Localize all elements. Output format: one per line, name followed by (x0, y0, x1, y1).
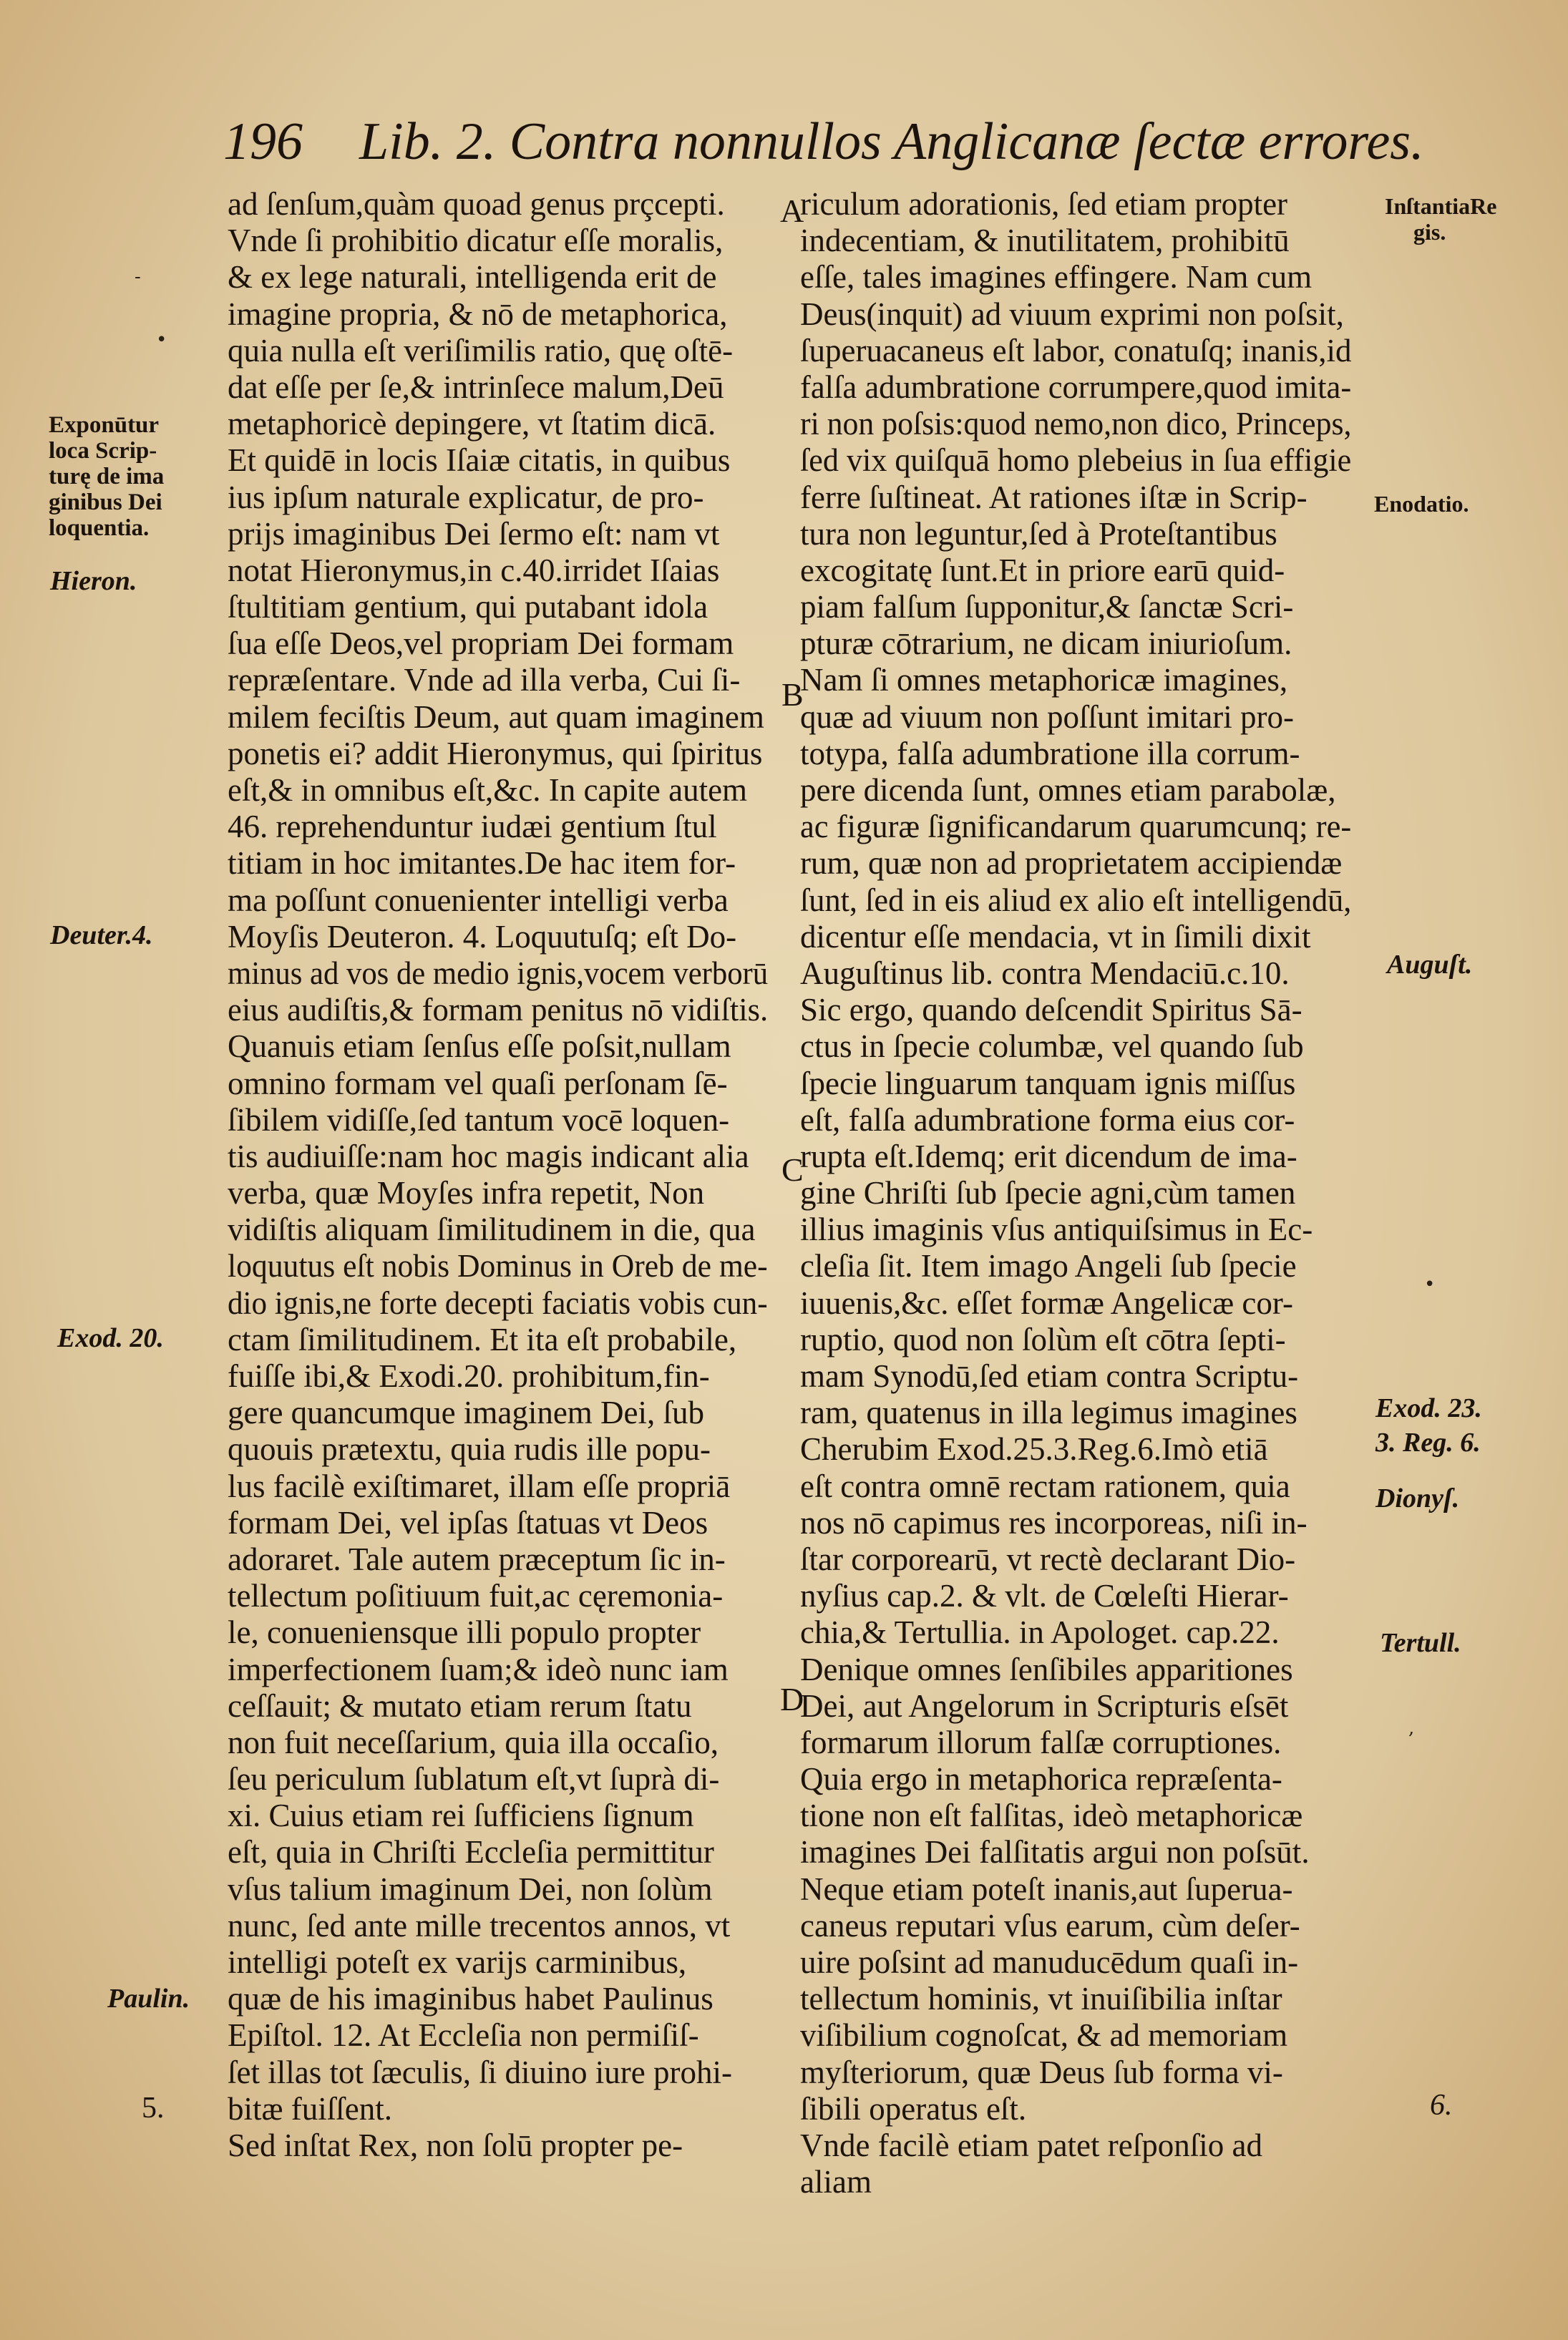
text-line: eſt, falſa adumbratione forma eius cor- (800, 1101, 1295, 1138)
text-line: ſunt, ſed in eis aliud ex alio eſt intelligendū, (800, 882, 1352, 918)
paragraph-number-5: 5. (142, 2092, 165, 2125)
margin-note-deuter: Deuter.4. (50, 920, 153, 950)
text-line: gere quancumque imaginem Dei, ſub (228, 1395, 705, 1431)
text-line: Cherubim Exod.25.3.Reg.6.Imò etiā (800, 1431, 1268, 1468)
page-number: 196 (223, 112, 303, 171)
text-line: vſus talium imaginum Dei, non ſolùm (228, 1871, 713, 1907)
text-line: aliam (800, 2164, 872, 2200)
text-line: ctus in ſpecie columbæ, vel quando ſub (800, 1028, 1304, 1065)
text-line: xi. Cuius etiam rei ſufficiens ſignum (228, 1798, 694, 1834)
margin-note-exponuntur: Exponūtur loca Scrip- turę de ima ginibus Dei loquentia. (49, 412, 165, 541)
text-line: tura non leguntur,ſed à Proteſtantibus (800, 515, 1277, 552)
text-line: tione non eſt falſitas, ideò metaphoricæ (800, 1798, 1303, 1834)
text-line: ſuperuacaneus eſt labor, conatuſq; inanis,id (800, 332, 1352, 369)
text-line: nyſius cap.2. & vlt. de Cœleſti Hierar- (800, 1578, 1289, 1614)
text-line: dicentur eſſe mendacia, vt in ſimili dixit (800, 918, 1311, 955)
text-line: dat eſſe per ſe,& intrinſece malum,Deū (228, 369, 724, 405)
text-line: ceſſauit; & mutato etiam rerum ſtatu (228, 1687, 692, 1724)
text-line: pturæ cōtrarium, ne dicam iniurioſum. (800, 625, 1292, 662)
text-line: Vnde facilè etiam patet reſponſio ad (800, 2127, 1262, 2163)
text-line: adoraret. Tale autem præceptum ſic in- (228, 1541, 726, 1577)
text-line: quæ de his imaginibus habet Paulinus (228, 1981, 714, 2017)
text-line: 46. reprehenduntur iudæi gentium ſtul (228, 809, 717, 845)
text-line: quæ ad viuum non poſſunt imitari pro- (800, 698, 1294, 735)
text-line: Epiſtol. 12. At Eccleſia non permiſiſ- (228, 2017, 699, 2054)
text-line: uire poſsint ad manuducēdum quaſi in- (800, 1944, 1299, 1980)
text-line: verba, quæ Moyſes infra repetit, Non (228, 1175, 705, 1212)
text-line: ac figuræ ſignificandarum quarumcunq; re- (800, 809, 1352, 845)
margin-note-hieron: Hieron. (50, 566, 137, 596)
text-line: ſtultitiam gentium, qui putabant idola (228, 589, 708, 625)
text-line: notat Hieronymus,in c.40.irridet Iſaias (228, 552, 720, 588)
ink-speck: , (1408, 1717, 1415, 1739)
text-line: rum, quæ non ad proprietatem accipiendæ (800, 845, 1343, 882)
margin-note-instantia: InſtantiaRe gis. (1385, 193, 1497, 245)
running-header (223, 106, 1424, 177)
text-line: formam Dei, vel ipſas ſtatuas vt Deos (228, 1504, 708, 1541)
text-line: Quanuis etiam ſenſus eſſe poſsit,nullam (228, 1028, 731, 1065)
text-line: prijs imaginibus Dei ſermo eſt: nam vt (228, 515, 720, 552)
text-line: ri non poſsis:quod nemo,non dico, Princeps, (800, 406, 1352, 442)
text-line: ctam ſimilitudinem. Et ita eſt probabile, (228, 1321, 737, 1357)
text-line: formarum illorum falſæ corruptiones. (800, 1724, 1282, 1760)
text-line: Et quidē in locis Iſaiæ citatis, in quibus (228, 442, 731, 479)
section-letter-a: A (780, 192, 804, 229)
text-line: Moyſis Deuteron. 4. Loquutuſq; eſt Do- (228, 918, 737, 955)
text-line: ſtar corporearū, vt rectè declarant Dio- (800, 1541, 1296, 1577)
text-line: Dei, aut Angelorum in Scripturis eſsēt (800, 1687, 1289, 1724)
text-line: bitæ fuiſſent. (228, 2090, 392, 2127)
text-line: ad ſenſum,quàm quoad genus prçcepti. (228, 186, 725, 222)
text-line: eſt contra omnē rectam rationem, quia (800, 1468, 1290, 1504)
text-line: Quia ergo in metaphorica repræſenta- (800, 1761, 1282, 1798)
text-line: tellectum hominis, vt inuiſibilia inſtar (800, 1981, 1282, 2017)
text-line: loquutus eſt nobis Dominus in Oreb de me- (228, 1248, 768, 1284)
margin-note-paulin: Paulin. (107, 1984, 190, 2014)
text-line: riculum adorationis, ſed etiam propter (800, 186, 1288, 222)
section-letter-c: C (781, 1151, 804, 1188)
text-line: ferre ſuſtineat. At rationes iſtæ in Scrip- (800, 479, 1308, 515)
ink-speck: • (156, 329, 167, 351)
text-line: lus facilè exiſtimaret, illam eſſe propriā (228, 1468, 731, 1504)
text-line: nunc, ſed ante mille trecentos annos, vt (228, 1907, 731, 1944)
text-line: ſpecie linguarum tanquam ignis miſſus (800, 1065, 1296, 1101)
text-line: tellectum poſitiuum fuit,ac cęremonia- (228, 1578, 724, 1614)
text-line: vidiſtis aliquam ſimilitudinem in die, qua (228, 1212, 756, 1248)
text-line: quouis prætextu, quia rudis ille popu- (228, 1431, 711, 1468)
text-line: imperfectionem ſuam;& ideò nunc iam (228, 1651, 729, 1687)
text-line: iuuenis,&c. eſſet formæ Angelicæ cor- (800, 1284, 1293, 1321)
text-line: eſt,& in omnibus eſt,&c. In capite autem (228, 772, 748, 808)
text-line: le, conueniensque illi populo propter (228, 1614, 701, 1651)
margin-note-enodatio: Enodatio. (1374, 491, 1469, 517)
text-line: Vnde ſi prohibitio dicatur eſſe moralis, (228, 223, 724, 259)
text-line: ponetis ei? addit Hieronymus, qui ſpiritus (228, 735, 763, 771)
text-line: mam Synodū,ſed etiam contra Scriptu- (800, 1358, 1299, 1394)
margin-note-dionys: Dionyſ. (1375, 1483, 1460, 1513)
text-line: excogitatę ſunt.Et in priore earū quid- (800, 552, 1285, 588)
text-line: imagines Dei falſitatis argui non poſsūt. (800, 1834, 1310, 1871)
text-line: Neque etiam poteſt inanis,aut ſuperua- (800, 1871, 1293, 1907)
text-line: pere dicenda ſunt, omnes etiam parabolæ, (800, 772, 1336, 808)
text-line: intelligi poteſt ex varijs carminibus, (228, 1944, 687, 1980)
margin-note-tertull: Tertull. (1380, 1628, 1461, 1658)
text-line: caneus reputari vſus earum, cùm deſer- (800, 1907, 1300, 1944)
text-line: Denique omnes ſenſibiles apparitiones (800, 1651, 1293, 1687)
text-line: cleſia ſit. Item imago Angeli ſub ſpecie (800, 1248, 1297, 1284)
ink-speck: - (135, 266, 141, 288)
text-line: repræſentare. Vnde ad illa verba, Cui ſi- (228, 662, 741, 698)
text-line: ruptio, quod non ſolùm eſt cōtra ſepti- (800, 1321, 1286, 1357)
running-title: Lib. 2. Contra nonnullos Anglicanæ ſectæ errores. (359, 112, 1424, 171)
text-line: metaphoricè depingere, vt ſtatim dicā. (228, 406, 716, 442)
text-line: ſua eſſe Deos,vel propriam Dei formam (228, 625, 734, 662)
margin-note-exod23: Exod. 23. 3. Reg. 6. (1375, 1393, 1482, 1458)
text-line: ſibilem vidiſſe,ſed tantum vocē loquen- (228, 1101, 730, 1138)
text-line: eſt, quia in Chriſti Eccleſia permittitur (228, 1834, 714, 1871)
text-line: non fuit neceſſarium, quia illa occaſio, (228, 1724, 719, 1760)
margin-note-august: Auguſt. (1387, 950, 1473, 980)
text-line: Auguſtinus lib. contra Mendaciū.c.10. (800, 955, 1290, 991)
text-line: fuiſſe ibi,& Exodi.20. prohibitum,fin- (228, 1358, 710, 1394)
text-line: ſed vix quiſquā homo plebeius in ſua effigie (800, 442, 1352, 479)
text-line: falſa adumbratione corrumpere,quod imita- (800, 369, 1352, 405)
text-line: eius audiſtis,& formam penitus nō vidiſtis. (228, 992, 769, 1028)
ink-speck: • (1424, 1274, 1436, 1295)
text-line: Nam ſi omnes metaphoricæ imagines, (800, 662, 1288, 698)
text-line: Deus(inquit) ad viuum exprimi non poſsit, (800, 296, 1344, 332)
text-line: rupta eſt.Idemq; erit dicendum de ima- (800, 1138, 1297, 1174)
text-line: titiam in hoc imitantes.De hac item for- (228, 845, 736, 882)
margin-note-exod: Exod. 20. (57, 1323, 164, 1353)
text-line: gine Chriſti ſub ſpecie agni,cùm tamen (800, 1175, 1296, 1212)
text-line: ſet illas tot ſæculis, ſi diuino iure prohi- (228, 2054, 732, 2090)
text-line: & ex lege naturali, intelligenda erit de (228, 259, 717, 296)
paragraph-number-6: 6. (1430, 2089, 1453, 2122)
text-line: eſſe, tales imagines effingere. Nam cum (800, 259, 1313, 296)
text-line: ram, quatenus in illa legimus imagines (800, 1395, 1297, 1431)
text-line: Sic ergo, quando deſcendit Spiritus Sā- (800, 992, 1302, 1028)
text-line: ſibili operatus eſt. (800, 2090, 1027, 2127)
left-text-column (228, 186, 768, 2164)
text-line: myſteriorum, quæ Deus ſub forma vi- (800, 2054, 1283, 2090)
text-line: milem feciſtis Deum, aut quam imaginem (228, 698, 764, 735)
text-line: viſibilium cognoſcat, & ad memoriam (800, 2017, 1288, 2054)
right-text-column (800, 186, 1351, 2200)
text-line: quia nulla eſt veriſimilis ratio, quę oſtē- (228, 332, 734, 369)
text-line: dio ignis,ne forte decepti faciatis vobis cun- (228, 1284, 768, 1321)
text-line: ius ipſum naturale explicatur, de pro- (228, 479, 704, 515)
text-line: nos nō capimus res incorporeas, niſi in- (800, 1504, 1308, 1541)
text-line: illius imaginis vſus antiquiſsimus in Ec- (800, 1212, 1313, 1248)
text-line: tis audiuiſſe:nam hoc magis indicant alia (228, 1138, 749, 1174)
text-line: omnino formam vel quaſi perſonam ſē- (228, 1065, 728, 1101)
text-line: totypa, falſa adumbratione illa corrum- (800, 735, 1300, 771)
text-line: piam falſum ſupponitur,& ſanctæ Scri- (800, 589, 1294, 625)
text-line: ſeu periculum ſublatum eſt,vt ſuprà di- (228, 1761, 720, 1798)
section-letter-d: D (780, 1681, 804, 1717)
text-line: chia,& Tertullia. in Apologet. cap.22. (800, 1614, 1280, 1651)
text-line: minus ad vos de medio ignis,vocem verborū (228, 955, 769, 991)
section-letter-b: B (781, 676, 804, 713)
text-line: indecentiam, & inutilitatem, prohibitū (800, 223, 1290, 259)
text-line: ma poſſunt conuenienter intelligi verba (228, 882, 729, 918)
text-line: Sed inſtat Rex, non ſolū propter pe- (228, 2127, 683, 2163)
text-line: imagine propria, & nō de metaphorica, (228, 296, 728, 332)
